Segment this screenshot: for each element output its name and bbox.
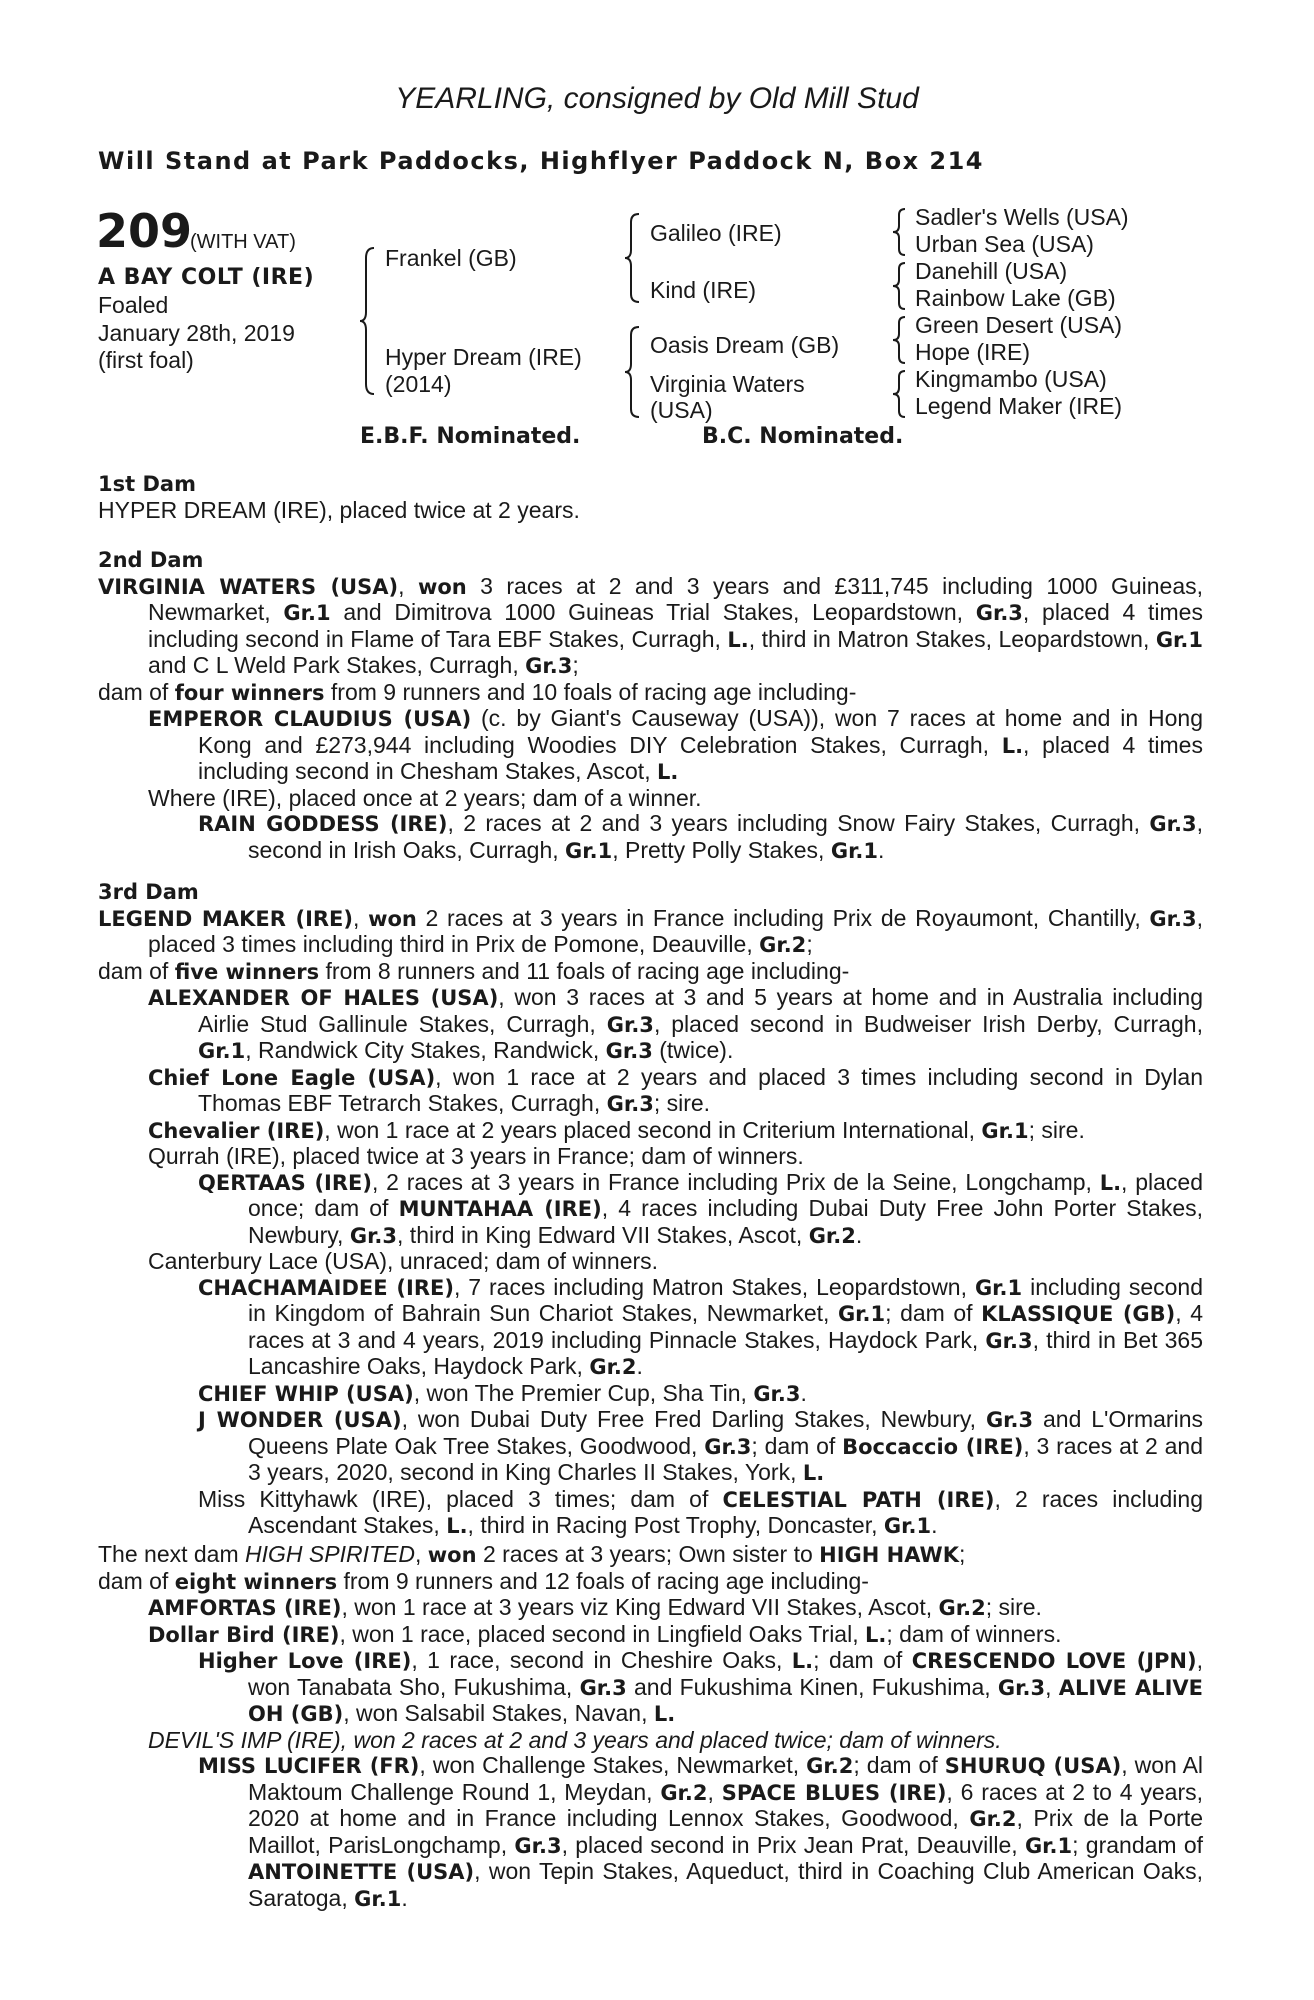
consignor-line: YEARLING, consigned by Old Mill Stud [395,82,919,115]
sire-dam: Kind (IRE) [650,277,757,303]
text: ; dam of [853,1752,945,1778]
won-word: won [368,906,417,931]
vat-label: (WITH VAT) [190,231,296,253]
text: , Prix de la Porte Maillot, ParisLongchamp, [248,1805,1203,1858]
text: , won Challenge Stakes, Newmarket, [419,1752,807,1778]
horse-name: ALEXANDER OF HALES (USA) [148,986,499,1010]
grade: Gr.3 [975,601,1023,625]
text: including second in Kingdom of Bahrain Sun Chariot Stakes, Newmarket, [248,1273,1203,1326]
text: , placed second in Prix Jean Prat, Deauville, [561,1831,1025,1858]
grade: Gr.3 [753,1381,801,1406]
grade: Gr.3 [1149,906,1197,931]
produce-entry [98,985,1203,1065]
text: , third in Bet 365 Lancashire Oaks, Haydock Park, [248,1326,1203,1379]
grade: Gr.2 [660,1780,708,1805]
first-dam-text: HYPER DREAM (IRE), placed twice at 2 years. [98,496,580,523]
horse-name: Boccaccio (IRE) [842,1434,1024,1459]
text: ; dam of winners. [886,1620,1062,1647]
grade: Gr.1 [837,1302,886,1326]
produce-entry: DEVIL'S IMP (IRE), won 2 races at 2 and 3 years and placed twice; dam of winners. [148,1726,1002,1753]
dam-dam-line2: (USA) [650,397,713,423]
text: , 4 races at 3 and 4 years, 2019 including Pinnacle Stakes, Haydock Park, [248,1300,1204,1353]
text: . [636,1353,643,1379]
lot-title: A BAY COLT (IRE) [98,265,315,290]
first-dam-section [98,472,1203,523]
grade: Gr.2 [589,1355,637,1379]
grade: Gr.3 [525,654,573,678]
text: ; grandam of [1072,1831,1204,1858]
text: ; sire. [985,1594,1042,1620]
produce-entry [98,1648,1203,1728]
horse-name: Chief Lone Eagle (USA) [148,1065,436,1090]
listed: L. [653,1702,676,1726]
text: , [415,1541,428,1567]
text: . [931,1512,938,1538]
produce-entry [98,1170,1203,1250]
horse-name: SHURUQ (USA) [944,1754,1122,1778]
text: , 2 races at 2 and 3 years including Snow Fairy Stakes, Curragh, [447,810,1150,836]
next-dam-record [98,1542,1203,1569]
winners-count: four winners [174,680,325,705]
listed: L. [1001,733,1024,758]
text: , [707,1778,722,1805]
next-dam-produce [98,1569,1203,1596]
produce-entry [98,1381,1203,1408]
lot-number: 209 [96,204,193,258]
horse-name: HIGH SPIRITED [245,1541,415,1567]
text: , 1 race, second in Cheshire Oaks, [411,1647,792,1673]
produce-entry [98,1065,1203,1118]
winners-count: five winners [174,959,320,984]
horse-name: Higher Love (IRE) [198,1649,412,1673]
text: , Randwick City Stakes, Randwick, [245,1037,606,1063]
horse-name: SPACE BLUES (IRE) [721,1780,947,1805]
produce-entry [98,1275,1203,1381]
grade: Gr.1 [283,601,331,625]
horse-name: AMFORTAS (IRE) [148,1596,342,1620]
text: The next dam [98,1541,246,1567]
text: , won 1 race at 3 years viz King Edward VII Stakes, Ascot, [341,1594,939,1620]
text: and Dimitrova 1000 Guineas Trial Stakes, Leopardstown, [330,599,976,625]
text: ; sire. [1028,1116,1085,1143]
gg-dss: Green Desert (USA) [915,312,1123,338]
text: 2 races at 3 years in France including Prix de Royaumont, Chantilly, [416,904,1150,931]
text: dam of [98,957,175,984]
text: dam of [98,1567,175,1594]
won-word: won [417,574,467,599]
text: , won Salsabil Stakes, Navan, [343,1700,654,1726]
foaled-date: January 28th, 2019 [98,320,295,346]
grade: Gr.1 [565,838,613,863]
text: , 4 races including Dubai Duty Free John Porter Stakes, Newbury, [248,1195,1204,1248]
grade: Gr.2 [806,1754,854,1778]
text: and L'Ormarins Queens Plate Oak Tree Stakes, Goodwood, [248,1406,1203,1459]
grade: Gr.3 [985,1328,1033,1353]
text: (twice). [652,1037,734,1063]
text: ; [572,652,579,678]
text: ; dam of [885,1300,982,1326]
bc-nomination: B.C. Nominated. [702,424,904,449]
text: ; dam of [751,1432,843,1459]
text: 3 races at 2 and 3 years and £311,745 including 1000 Guineas, Newmarket, [148,572,1204,625]
gg-sss: Sadler's Wells (USA) [915,204,1129,230]
location-line: Will Stand at Park Paddocks, Highflyer Paddock N, Box 214 [98,147,984,175]
text: , won Dubai Duty Free Fred Darling Stakes, Newbury, [401,1406,986,1432]
horse-name: MISS LUCIFER (FR) [198,1754,420,1778]
grade: Gr.3 [1149,812,1197,836]
sire-name: Frankel (GB) [385,245,517,271]
horse-name: CRESCENDO LOVE (JPN) [911,1649,1197,1673]
grade: Gr.3 [605,1039,653,1063]
gg-sds: Danehill (USA) [915,258,1068,284]
text: , second in Irish Oaks, Curragh, [248,810,1204,863]
produce-entry [98,706,1203,786]
text: , won 1 race at 2 years placed second in Criterium International, [324,1116,982,1143]
third-dam-record: LEGEND MAKER (IRE), won 2 races at 3 years in France including Prix de Royaumont, Chantilly, Gr.3, placed 3 times including third in Prix de Pomone, Deauville, Gr.2; [98,904,1203,957]
produce-entry: Where (IRE), placed once at 2 years; dam of a winner. [148,784,702,811]
grade: Gr.3 [606,1092,654,1116]
won-word: won [427,1543,477,1567]
grade: Gr.1 [883,1514,932,1538]
grade: Gr.2 [808,1223,856,1248]
produce-entry [98,1118,1203,1145]
foal-note: (first foal) [98,347,194,373]
grade: Gr.3 [985,1408,1034,1432]
grade: Gr.1 [1155,627,1204,652]
produce-entry [98,1407,1203,1487]
text: , third in Racing Post Trophy, Doncaster, [467,1512,884,1538]
grade: Gr.3 [997,1675,1046,1700]
grade: Gr.1 [198,1039,246,1063]
kind-brace [893,261,909,311]
listed: L. [791,1649,814,1673]
second-dam-record: VIRGINIA WATERS (USA), won 3 races at 2 and 3 years and £311,745 including 1000 Guineas, Newmarket, Gr.1 and Dimitrova 1000 Guineas Trial Stakes, Leopardstown, Gr.3, placed 4 times including second in Flame of Tara EBF Stakes, Curragh, L., third in Matron Stakes, Leopardstown, Gr.1 and C L Weld Park Stakes, Curragh, Gr.3; [98,572,1204,678]
text: , won 1 race, placed second in Lingfield Oaks Trial, [339,1620,865,1647]
text: from 8 runners and 11 foals of racing age including- [319,957,850,984]
horse-name: VIRGINIA WATERS (USA) [98,574,399,599]
text: , third in Matron Stakes, Leopardstown, [748,625,1156,652]
gg-sdd: Rainbow Lake (GB) [915,285,1116,311]
listed: L. [864,1622,887,1647]
horse-name: KLASSIQUE (GB) [981,1302,1176,1326]
text: ; [958,1541,966,1567]
produce-entry [98,811,1203,864]
horse-name: Chevalier (IRE) [148,1118,325,1143]
text: 2 races at 3 years; Own sister to [476,1541,820,1567]
text: , won 3 races at 3 and 5 years at home and in Australia including Airlie Stud Gallinule Stakes, Curragh, [198,984,1203,1037]
second-dam-section [98,548,1203,864]
text: ; dam of [813,1647,912,1673]
grade: Gr.3 [579,1675,627,1700]
dam-sire: Oasis Dream (GB) [650,332,840,358]
virginia-brace [893,369,909,419]
horse-name: EMPEROR CLAUDIUS (USA) [148,707,472,731]
horse-name: MUNTAHAA (IRE) [398,1197,602,1221]
text: Miss Kittyhawk (IRE), placed 3 times; dam of [198,1485,723,1512]
produce-entry [98,1753,1203,1912]
horse-name: ANTOINETTE (USA) [248,1860,475,1884]
third-dam-heading: 3rd Dam [98,880,199,904]
produce-entry [98,1487,1203,1540]
text: , placed 4 times including second in Flame of Tara EBF Stakes, Curragh, [148,599,1203,652]
text: , 7 races including Matron Stakes, Leopardstown, [453,1273,975,1300]
text: , won Tepin Stakes, Aqueduct, third in Coaching Club American Oaks, Saratoga, [248,1858,1203,1911]
horse-name: J WONDER (USA) [198,1408,402,1432]
text: , 2 races at 3 years in France including Prix de la Seine, Longchamp, [371,1168,1100,1195]
third-dam-produce [98,959,1203,986]
text: . [401,1884,408,1911]
grade: Gr.3 [606,1012,654,1037]
text: , placed 4 times including second in Chesham Stakes, Ascot, [198,731,1203,784]
horse-name: RAIN GODDESS (IRE) [198,812,448,836]
gg-dds: Kingmambo (USA) [915,366,1107,392]
winners-count: eight winners [174,1569,338,1594]
text: , won Tanabata Sho, Fukushima, [248,1647,1203,1700]
text: , 6 races at 2 to 4 years, 2020 at home and in France including Lennox Stakes, Goodwood, [248,1778,1203,1831]
second-dam-heading: 2nd Dam [98,548,204,572]
produce-entry: Qurrah (IRE), placed twice at 3 years in France; dam of winners. [148,1143,804,1169]
text: , placed 3 times including third in Prix de Pomone, Deauville, [148,904,1203,957]
gg-dsd: Hope (IRE) [915,339,1031,365]
listed: L. [656,760,679,784]
listed: L. [446,1514,468,1538]
horse-name: CHIEF WHIP (USA) [198,1381,414,1406]
listed: L. [1099,1170,1122,1195]
horse-name: CHACHAMAIDEE (IRE) [198,1275,454,1300]
listed: L. [727,627,749,652]
text: , placed once; dam of [248,1168,1203,1221]
gg-ddd: Legend Maker (IRE) [915,393,1123,419]
sire-line-brace [625,212,645,304]
horse-name: Dollar Bird (IRE) [148,1622,340,1647]
grade: Gr.2 [759,933,807,957]
foaled-label: Foaled [98,292,169,318]
text: . [800,1379,807,1406]
text: , placed second in Budweiser Irish Derby, Curragh, [653,1010,1203,1037]
listed: L. [802,1461,825,1485]
text: and C L Weld Park Stakes, Curragh, [148,652,526,678]
sire-sire: Galileo (IRE) [650,220,782,246]
text: (c. by Giant's Causeway (USA)), won 7 races at home and in Hong Kong and £273,944 including Woodies DIY Celebration Stakes, Curragh, [198,705,1203,758]
text: , [1045,1673,1059,1700]
grade: Gr.3 [514,1833,562,1858]
horse-name: HIGH HAWK [819,1543,959,1567]
grade: Gr.1 [354,1886,402,1911]
text: , 3 races at 2 and 3 years, 2020, second in King Charles II Stakes, York, [248,1432,1203,1485]
grade: Gr.1 [981,1118,1029,1143]
text: , Pretty Polly Stakes, [612,836,831,863]
grade: Gr.1 [1024,1833,1073,1858]
sire-dam-brace [360,246,380,396]
third-dam-section [98,880,1203,1540]
dam-line-brace [625,325,645,420]
text: ; [806,931,813,957]
produce-entry: Canterbury Lace (USA), unraced; dam of winners. [148,1248,659,1274]
text: , 2 races including Ascendant Stakes, [248,1485,1204,1538]
second-dam-produce [98,680,1203,707]
text: and Fukushima Kinen, Fukushima, [626,1673,998,1700]
horse-name: CELESTIAL PATH (IRE) [722,1487,995,1512]
dam-year: (2014) [385,371,452,397]
gg-ssd: Urban Sea (USA) [915,231,1094,257]
dam-name: Hyper Dream (IRE) [385,344,582,370]
horse-name: LEGEND MAKER (IRE) [98,906,353,931]
text: , won The Premier Cup, Sha Tin, [413,1379,754,1406]
grade: Gr.2 [969,1807,1017,1831]
grade: Gr.3 [704,1434,752,1459]
ebf-nomination: E.B.F. Nominated. [360,424,581,449]
produce-entry [98,1595,1203,1622]
text: , won Al Maktoum Challenge Round 1, Meydan, [248,1752,1204,1805]
next-dam-section [98,1542,1203,1912]
dam-dam-line1: Virginia Waters [650,371,805,397]
horse-name: ALIVE ALIVE OH (GB) [248,1675,1203,1726]
text: . [878,836,885,863]
text: ; sire. [653,1090,711,1116]
text: from 9 runners and 10 foals of racing age including- [324,678,857,705]
grade: Gr.1 [974,1275,1023,1300]
horse-name: QERTAAS (IRE) [198,1170,372,1195]
galileo-brace [893,207,909,257]
text: , third in King Edward VII Stakes, Ascot, [397,1221,809,1248]
text: . [855,1221,863,1248]
text: dam of [98,678,175,705]
first-dam-heading: 1st Dam [98,472,196,496]
grade: Gr.2 [938,1596,986,1620]
text: , won 1 race at 2 years and placed 3 times including second in Dylan Thomas EBF Tetrarch Stakes, Curragh, [198,1063,1203,1116]
text: from 9 runners and 12 foals of racing age including- [337,1567,869,1594]
oasis-brace [893,315,909,365]
produce-entry [98,1622,1203,1649]
grade: Gr.1 [830,838,879,863]
grade: Gr.3 [349,1223,398,1248]
